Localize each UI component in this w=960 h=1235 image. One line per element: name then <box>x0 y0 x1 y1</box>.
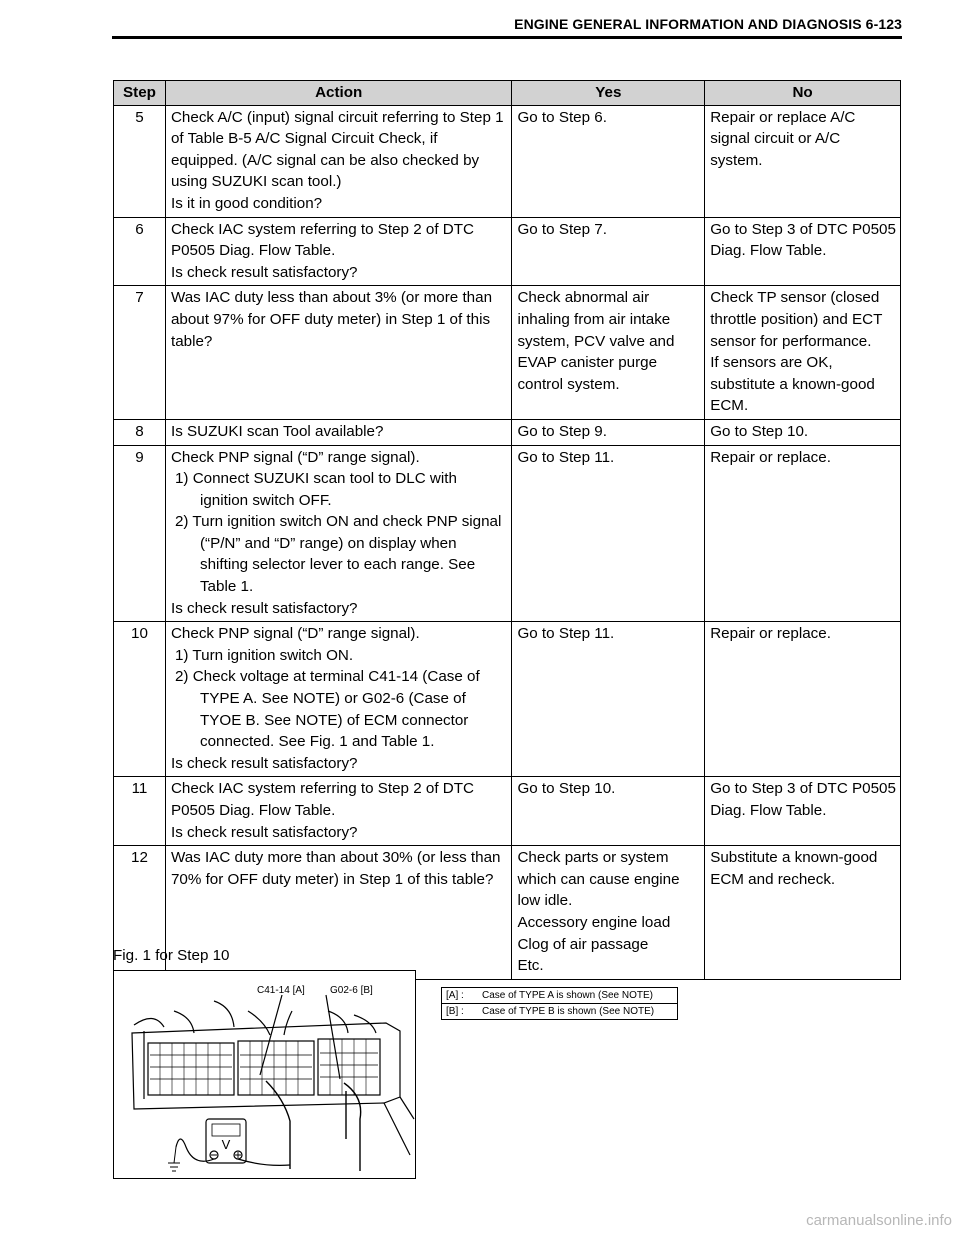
no-cell <box>705 846 901 980</box>
watermark: carmanualsonline.info <box>806 1212 952 1229</box>
no-cell <box>705 105 901 217</box>
table-row <box>114 777 901 846</box>
no-text: Repair or replace. <box>710 448 831 466</box>
header-no: No <box>705 81 901 106</box>
step-number: 9 <box>114 445 166 622</box>
no-text: Go to Step 10. <box>710 422 809 440</box>
action-text: Is SUZUKI scan Tool available? <box>170 422 384 440</box>
page-title: ENGINE GENERAL INFORMATION AND DIAGNOSIS 6-123 <box>514 16 902 32</box>
yes-text: Go to Step 11. <box>517 448 615 466</box>
ground-lead <box>176 1139 214 1161</box>
legend-row <box>442 988 678 1004</box>
no-cell <box>705 622 901 777</box>
ecm-edge <box>384 1103 410 1155</box>
header-rule <box>112 36 902 39</box>
action-cell <box>165 105 511 217</box>
action-text: Check PNP signal (“D” range signal). <box>170 625 420 643</box>
action-question: Is check result satisfactory? <box>170 263 358 281</box>
no-text: Repair or replace. <box>710 625 831 643</box>
probe-lead <box>260 995 282 1075</box>
legend-key: [A] : <box>442 988 479 1004</box>
legend-text: Case of TYPE A is shown (See NOTE) <box>478 988 678 1004</box>
no-cell <box>705 777 901 846</box>
no-text: Substitute a known-good ECM and recheck. <box>710 849 878 888</box>
action-question: Is check result satisfactory? <box>170 599 358 617</box>
yes-text: Go to Step 11. <box>517 625 615 643</box>
no-text: Repair or replace A/C signal circuit or A/C system. <box>710 108 856 169</box>
yes-text: Clog of air passage <box>517 935 649 953</box>
action-subitem: 1) Turn ignition switch ON. <box>174 646 354 664</box>
header-yes: Yes <box>512 81 705 106</box>
yes-cell <box>512 286 705 420</box>
action-text: Check A/C (input) signal circuit referring to Step 1 of Table B-5 A/C Signal Circuit Check, if equipped. (A/C signal can be also checked by using SUZUKI scan tool.) <box>170 108 504 191</box>
no-cell <box>705 217 901 286</box>
no-text: If sensors are OK, substitute a known-good ECM. <box>710 354 875 415</box>
ecm-connector-illustration <box>114 971 415 1178</box>
action-text: Check IAC system referring to Step 2 of DTC P0505 Diag. Flow Table. <box>170 220 474 260</box>
action-cell <box>165 777 511 846</box>
action-question: Is it in good condition? <box>170 194 323 212</box>
label-c41-14: C41-14 [A] <box>257 985 305 996</box>
action-cell <box>165 622 511 777</box>
table-header-row <box>114 81 901 106</box>
step-number: 7 <box>114 286 166 420</box>
legend-text: Case of TYPE B is shown (See NOTE) <box>478 1004 678 1020</box>
yes-text: Accessory engine load <box>517 913 671 931</box>
yes-text: Go to Step 7. <box>517 220 607 238</box>
voltmeter-display <box>212 1124 240 1136</box>
yes-cell <box>512 622 705 777</box>
probe-lead <box>326 995 340 1079</box>
action-cell <box>165 286 511 420</box>
ecm-connector-figure <box>113 970 416 1179</box>
yes-text: Check abnormal air inhaling from air intake system, PCV valve and EVAP canister purge control system. <box>517 289 675 393</box>
voltmeter-label: V <box>221 1137 231 1152</box>
connector-block <box>238 1041 314 1095</box>
action-question: Is check result satisfactory? <box>170 823 358 841</box>
step-number: 6 <box>114 217 166 286</box>
connector-block <box>148 1043 234 1095</box>
table-row <box>114 445 901 622</box>
yes-cell <box>512 445 705 622</box>
figure-caption: Fig. 1 for Step 10 <box>113 947 230 964</box>
header-step: Step <box>114 81 166 106</box>
action-text: Check IAC system referring to Step 2 of DTC P0505 Diag. Flow Table. <box>170 780 474 819</box>
figure-legend <box>441 987 678 1020</box>
yes-cell <box>512 419 705 445</box>
header-action: Action <box>165 81 511 106</box>
meter-lead <box>266 1081 290 1169</box>
yes-cell <box>512 777 705 846</box>
no-cell <box>705 445 901 622</box>
label-g02-6: G02-6 [B] <box>330 985 373 996</box>
legend-row <box>442 1004 678 1020</box>
no-cell <box>705 419 901 445</box>
yes-cell <box>512 217 705 286</box>
ground-icon <box>168 1147 180 1171</box>
action-text: Was IAC duty less than about 3% (or more than about 97% for OFF duty meter) in Step 1 of this table? <box>170 289 493 350</box>
action-cell <box>165 217 511 286</box>
action-text: Check PNP signal (“D” range signal). <box>170 448 420 466</box>
table-row <box>114 419 901 445</box>
action-subitem: 1) Connect SUZUKI scan tool to DLC with ignition switch OFF. <box>174 470 457 509</box>
terminal-signs <box>211 1152 241 1158</box>
step-number: 10 <box>114 622 166 777</box>
no-cell <box>705 286 901 420</box>
step-number: 12 <box>114 846 166 980</box>
diagnosis-table <box>113 80 901 980</box>
action-text: Was IAC duty more than about 30% (or less than 70% for OFF duty meter) in Step 1 of this table? <box>170 849 501 888</box>
table-row <box>114 846 901 980</box>
ecm-edge <box>400 1097 414 1119</box>
yes-cell <box>512 105 705 217</box>
step-number: 8 <box>114 419 166 445</box>
yes-text: Etc. <box>517 957 544 975</box>
action-cell <box>165 419 511 445</box>
table-row <box>114 286 901 420</box>
action-subitem: 2) Check voltage at terminal C41-14 (Case of TYPE A. See NOTE) or G02-6 (Case of TYOE B. See NOTE) of ECM connector connected. See Fig. 1 and Table 1. <box>174 668 480 751</box>
yes-text: Go to Step 6. <box>517 108 607 126</box>
action-question: Is check result satisfactory? <box>170 754 358 772</box>
no-text: Check TP sensor (closed throttle position) and ECT sensor for performance. <box>710 289 883 350</box>
harness-wires <box>134 1001 376 1035</box>
table-row <box>114 217 901 286</box>
step-number: 5 <box>114 105 166 217</box>
no-text: Go to Step 3 of DTC P0505 Diag. Flow Table. <box>710 780 896 819</box>
legend-key: [B] : <box>442 1004 479 1020</box>
step-number: 11 <box>114 777 166 846</box>
table-row <box>114 622 901 777</box>
no-text: Go to Step 3 of DTC P0505 Diag. Flow Table. <box>710 220 896 260</box>
yes-text: Check parts or system which can cause engine low idle. <box>517 849 680 910</box>
table-row <box>114 105 901 217</box>
yes-cell <box>512 846 705 980</box>
action-subitem: 2) Turn ignition switch ON and check PNP signal (“P/N” and “D” range) on display when shifting selector lever to each range. See Table 1. <box>174 513 502 596</box>
yes-text: Go to Step 9. <box>517 422 607 440</box>
yes-text: Go to Step 10. <box>517 780 616 798</box>
action-cell <box>165 445 511 622</box>
